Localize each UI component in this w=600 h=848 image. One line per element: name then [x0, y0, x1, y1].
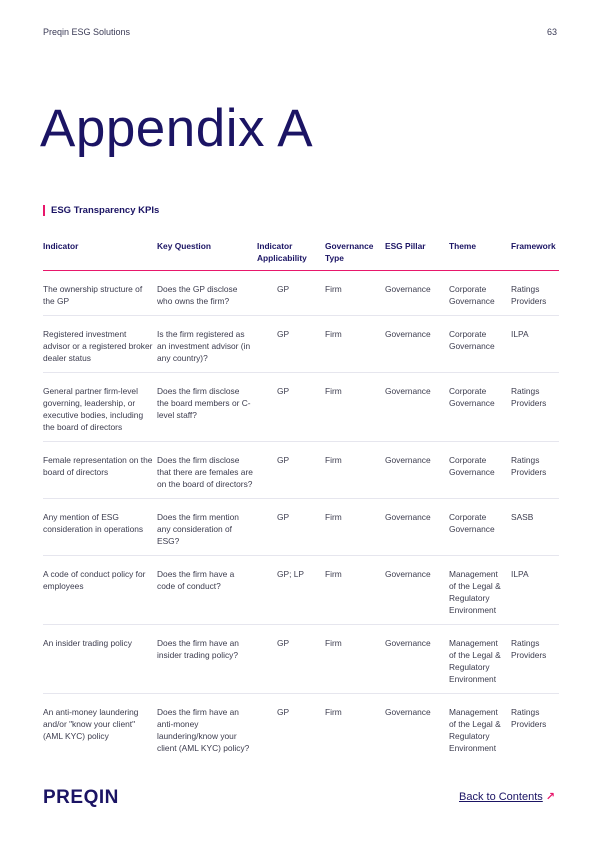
table-cell: Governance — [385, 373, 449, 442]
table-cell: Governance — [385, 316, 449, 373]
table-cell: GP — [257, 499, 325, 556]
table-cell: Governance — [385, 625, 449, 694]
table-cell: Firm — [325, 625, 385, 694]
table-header-row — [43, 240, 559, 271]
column-header: Framework — [511, 240, 559, 271]
kpi-table — [43, 240, 559, 762]
table-cell: Corporate Governance — [449, 442, 511, 499]
table-cell: A code of conduct policy for employees — [43, 556, 157, 625]
table-cell: Any mention of ESG consideration in operations — [43, 499, 157, 556]
table-cell: Firm — [325, 556, 385, 625]
table-cell: Ratings Providers — [511, 373, 559, 442]
table-cell: Firm — [325, 707, 342, 717]
table-cell: ILPA — [511, 316, 559, 373]
table-cell: GP — [257, 442, 325, 499]
column-header: Key Question — [157, 240, 257, 271]
table-row — [43, 271, 559, 316]
table-cell: Corporate Governance — [449, 316, 511, 373]
table-cell: Does the firm have an anti-money laundering/know your client (AML KYC) policy? — [157, 707, 250, 753]
table-cell: Governance — [385, 499, 449, 556]
column-header: ESG Pillar — [385, 240, 449, 271]
table-cell: An anti-money laundering and/or "know your client" (AML KYC) policy — [43, 707, 139, 741]
table-cell: GP — [257, 316, 325, 373]
table-cell: GP; LP — [257, 556, 325, 625]
arrow-up-right-icon: ↗ — [545, 791, 555, 803]
column-header: Indicator Applicability — [257, 240, 325, 271]
table-cell: ILPA — [511, 556, 559, 625]
table-row — [43, 625, 559, 694]
table-row — [43, 316, 559, 373]
table-cell: Management of the Legal & Regulatory Environment — [449, 707, 501, 753]
table-cell: Management of the Legal & Regulatory Environment — [449, 556, 511, 625]
table-cell: Corporate Governance — [449, 271, 511, 316]
table-cell: Registered investment advisor or a registered broker dealer status — [43, 316, 157, 373]
header-brand: Preqin ESG Solutions — [43, 27, 131, 37]
column-header: Theme — [449, 240, 511, 271]
preqin-logo: PREQIN — [43, 787, 119, 808]
section-title: ESG Transparency KPIs — [43, 205, 159, 216]
table-cell: Is the firm registered as an investment advisor (in any country)? — [157, 316, 257, 373]
table-cell: Governance — [385, 271, 449, 316]
table-row — [43, 556, 559, 625]
table-cell: GP — [257, 625, 325, 694]
table-cell: SASB — [511, 499, 559, 556]
table-cell: An insider trading policy — [43, 625, 157, 694]
table-cell: Firm — [325, 373, 385, 442]
table-row — [43, 499, 559, 556]
table-cell: Does the firm disclose the board members or C-level staff? — [157, 373, 257, 442]
column-header: Indicator — [43, 240, 157, 271]
table-cell: The ownership structure of the GP — [43, 271, 157, 316]
table-cell: Corporate Governance — [449, 499, 511, 556]
table-cell: GP — [277, 707, 290, 717]
table-row — [43, 442, 559, 499]
table-cell: Corporate Governance — [449, 373, 511, 442]
table-cell: Does the GP disclose who owns the firm? — [157, 271, 257, 316]
table-cell: Does the firm mention any consideration of ESG? — [157, 499, 257, 556]
table-cell: Firm — [325, 271, 385, 316]
table-cell: Firm — [325, 316, 385, 373]
table-row — [43, 373, 559, 442]
table-cell: Does the firm have an insider trading policy? — [157, 625, 257, 694]
table-cell: Ratings Providers — [511, 707, 547, 729]
table-cell: Female representation on the board of directors — [43, 442, 157, 499]
table-cell: Does the firm disclose that there are females are on the board of directors? — [157, 442, 257, 499]
table-cell: GP — [257, 373, 325, 442]
table-cell: Firm — [325, 499, 385, 556]
table-cell: Ratings Providers — [511, 625, 559, 694]
page-number: 63 — [546, 27, 557, 37]
page-title: Appendix A — [40, 98, 314, 158]
back-link-label: Back to Contents — [459, 791, 543, 803]
table-row — [43, 694, 559, 763]
table-cell: Governance — [385, 442, 449, 499]
column-header: Governance Type — [325, 240, 385, 271]
table-cell: Firm — [325, 442, 385, 499]
table-cell: Does the firm have a code of conduct? — [157, 556, 257, 625]
table-cell: Ratings Providers — [511, 271, 559, 316]
table-cell: GP — [257, 271, 325, 316]
back-to-contents-link[interactable] — [459, 790, 555, 803]
table-cell: Ratings Providers — [511, 442, 559, 499]
table-cell: Management of the Legal & Regulatory Environment — [449, 625, 511, 694]
table-cell: Governance — [385, 556, 449, 625]
table-cell: Governance — [385, 707, 431, 717]
table-cell: General partner firm-level governing, leadership, or executive bodies, including the board of directors — [43, 373, 157, 442]
